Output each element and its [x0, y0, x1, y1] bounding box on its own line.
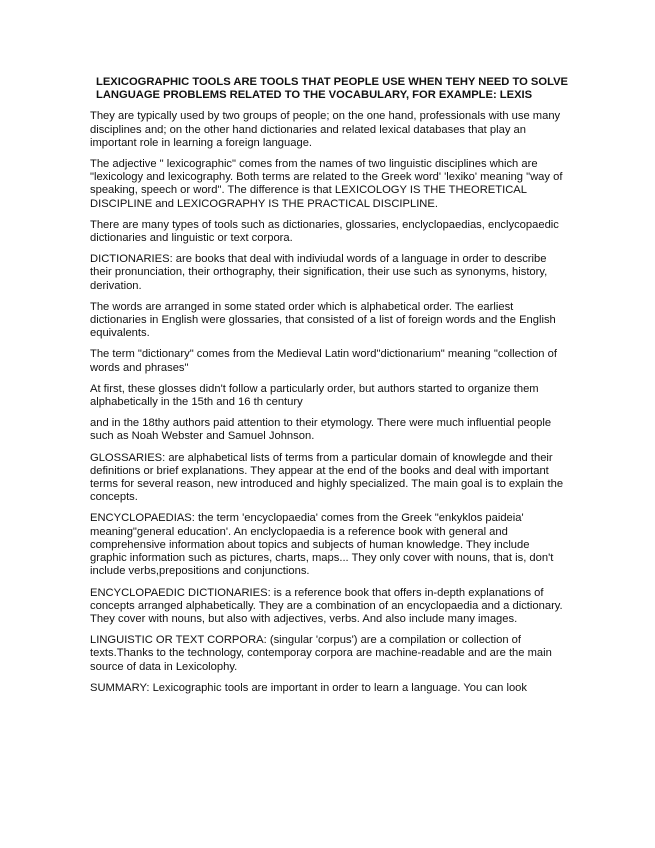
- paragraph-term-dictionary: The term "dictionary" comes from the Medieval Latin word"dictionarium" meaning "collection of words and phrases": [90, 348, 557, 374]
- paragraph-adjective: The adjective " lexicographic" comes from the names of two linguistic disciplines which are "lexicology and lexicography. Both terms are related to the Greek word' 'lexiko' meaning "way of speaking, speech or word". The difference is that LEXICOLOGY IS THE THEORETICAL DISCIPLINE and LEXICOGRAPHY IS THE PRACTICAL DISCIPLINE.: [90, 158, 563, 210]
- paragraph-dictionaries: DICTIONARIES: are books that deal with indiviudal words of a language in order to describe their pronunciation, their orthography, their signification, their use such as synonyms, history, derivation.: [90, 253, 548, 292]
- paragraph-types: There are many types of tools such as dictionaries, glossaries, enclyclopaedias, enclycopaedic dictionaries and linguistic or text corpora.: [90, 218, 559, 245]
- paragraph-glossaries: GLOSSARIES: are alphabetical lists of terms from a particular domain of knowlegde and their definitions or brief explanations. They appear at the end of the books and deal with important terms for several reason, new introduced and highly specialized. The main goal is to explain the concepts.: [90, 451, 564, 504]
- paragraph-intro: They are typically used by two groups of people; on the one hand, professionals with use many disciplines and; on the other hand dictionaries and related lexical databases that play an important role in learning a foreign language.: [90, 110, 561, 149]
- paragraph-encyclopaedic-dictionaries: ENCYCLOPAEDIC DICTIONARIES: is a reference book that offers in-depth explanations of concepts arranged alphabetically. They are a combination of an encyclopaedia and a dictionary. They cover with nouns, but also with adjectives, verbs. And also include many images.: [90, 586, 563, 625]
- paragraph-etymology: and in the 18thy authors paid attention to their etymology. There were much influential people such as Noah Webster and Samuel Johnson.: [90, 417, 552, 443]
- paragraph-glosses: At first, these glosses didn't follow a particularly order, but authors started to organize them alphabetically in the 15th and 16 th century: [90, 382, 539, 409]
- paragraph-corpora: LINGUISTIC OR TEXT CORPORA: (singular 'corpus') are a compilation or collection of texts.Thanks to the technology, contemporay corpora are machine-readable and are the main source of data in Lexicolophy.: [90, 634, 552, 673]
- paragraph-encyclopaedias: ENCYCLOPAEDIAS: the term 'encyclopaedia' comes from the Greek "enkyklos paideia' meaning"general education'. An enclyclopaedia is a reference book with general and comprehensive information about topics and subjects of human knowledge. They include graphic information such as pictures, charts, maps... They only cover with nouns, that is, don't include verbs,prepositions and conjunctions.: [90, 512, 554, 578]
- paragraph-word-order: The words are arranged in some stated order which is alphabetical order. The earliest dictionaries in English were glossaries, that consisted of a list of foreign words and the English equivalents.: [90, 300, 556, 340]
- document-title: LEXICOGRAPHIC TOOLS ARE TOOLS THAT PEOPLE USE WHEN TEHY NEED TO SOLVE LANGUAGE PROBLEMS RELATED TO THE VOCABULARY, FOR EXAMPLE: LEXIS: [96, 76, 581, 102]
- paragraph-summary: SUMMARY: Lexicographic tools are important in order to learn a language. You can look: [90, 681, 527, 694]
- document-body: [90, 76, 581, 703]
